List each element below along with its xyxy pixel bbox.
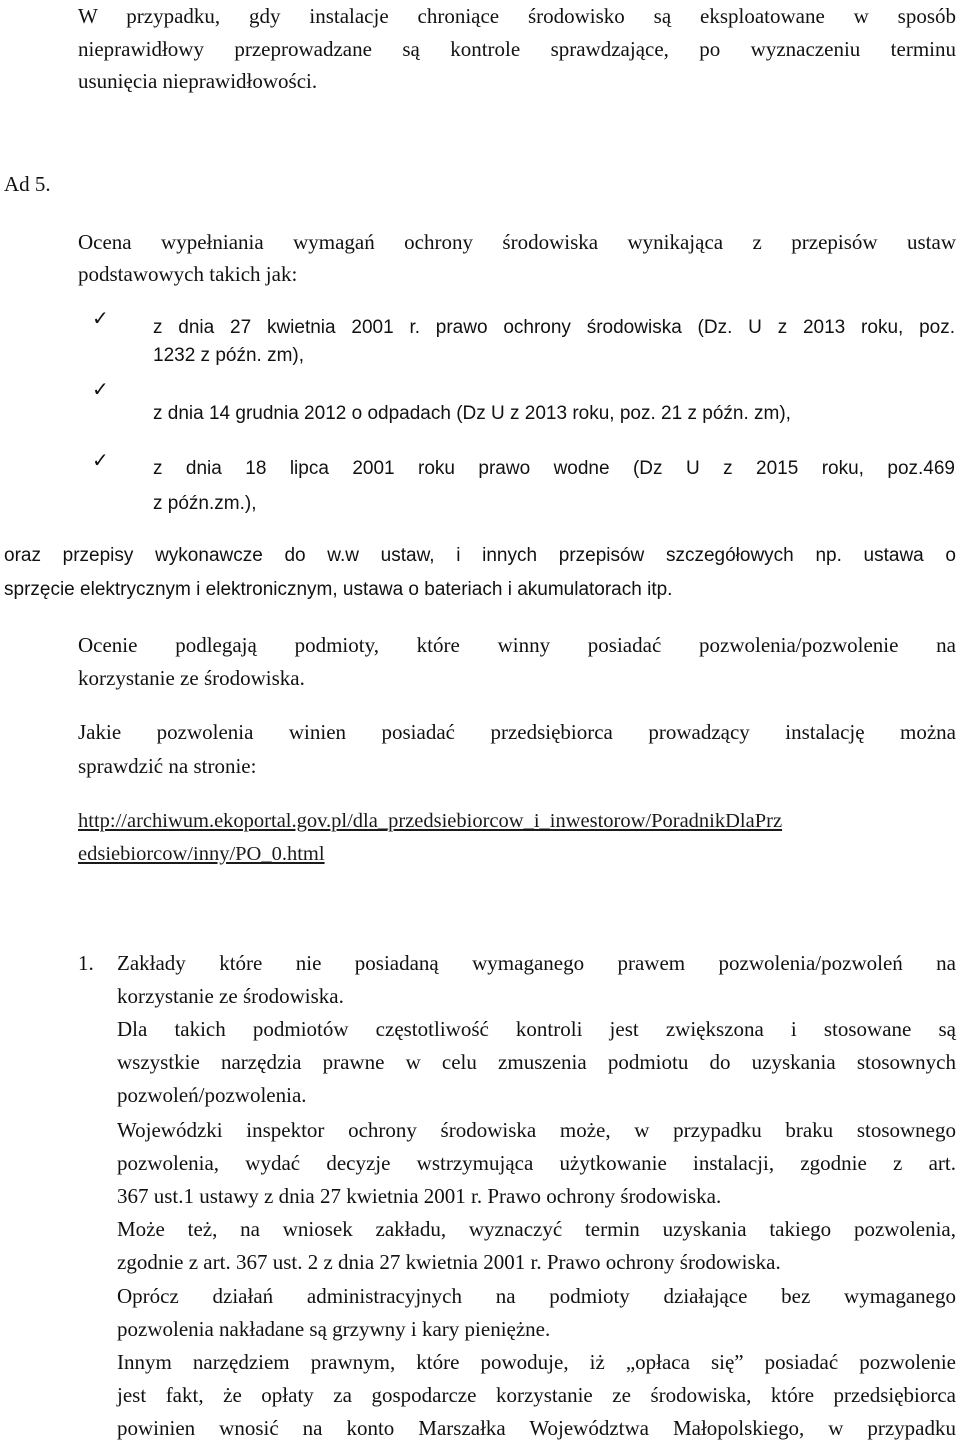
checkmark-icon: ✓ (92, 306, 109, 330)
text-line: pozwolenia nakładane są grzywny i kary pieniężne. (117, 1317, 551, 1341)
list-item-text: z dnia 14 grudnia 2012 o odpadach (Dz U z 2013 roku, poz. 21 z późn. zm), (153, 403, 791, 424)
link-line[interactable] (78, 838, 956, 870)
text-line: korzystanie ze środowiska. (117, 984, 344, 1008)
checkmark-icon: ✓ (92, 377, 109, 401)
link-text[interactable]: http://archiwum.ekoportal.gov.pl/dla_przedsiebiorcow_i_inwestorow/PoradnikDlaPrz (78, 810, 783, 832)
text-line: usunięcia nieprawidłowości. (78, 69, 318, 93)
list-item-text: z dnia 18 lipca 2001 roku prawo wodne (Dz U z 2015 roku, poz.469 (153, 458, 955, 479)
text-line: Ocena wypełniania wymagań ochrony środowiska wynikająca z przepisów ustaw (78, 230, 956, 254)
text-line: sprzęcie elektrycznym i elektronicznym, ustawa o bateriach i akumulatorach itp. (4, 579, 673, 600)
section-heading: Ad 5. (4, 172, 51, 196)
text-line: Oprócz działań administracyjnych na podmioty działające bez wymaganego (117, 1284, 956, 1308)
text-line: jest fakt, że opłaty za gospodarcze korzystanie ze środowiska, które przedsiębiorca (117, 1383, 956, 1407)
text-line: zgodnie z art. 367 ust. 2 z dnia 27 kwietnia 2001 r. Prawo ochrony środowiska. (117, 1250, 781, 1274)
text-line: korzystanie ze środowiska. (78, 666, 305, 690)
text-line: Ocenie podlegają podmioty, które winny posiadać pozwolenia/pozwolenie na (78, 633, 956, 657)
list-item-text: 1232 z późn. zm), (153, 345, 305, 366)
list-item-text: z dnia 27 kwietnia 2001 r. prawo ochrony środowiska (Dz. U z 2013 roku, poz. (153, 317, 955, 338)
text-line: podstawowych takich jak: (78, 262, 298, 286)
text-line: powinien wnosić na konto Marszałka Województwa Małopolskiego, w przypadku (117, 1416, 956, 1440)
text-line: Innym narzędziem prawnym, które powoduje, iż „opłaca się” posiadać pozwolenie (117, 1350, 956, 1374)
text-line: Dla takich podmiotów częstotliwość kontroli jest zwiększona i stosowane są (117, 1017, 956, 1041)
list-item-text: z późn.zm.), (153, 493, 257, 514)
text-line: sprawdzić na stronie: (78, 754, 257, 778)
checkmark-icon: ✓ (92, 448, 109, 472)
text-line: Jakie pozwolenia winien posiadać przedsiębiorca prowadzący instalację można (78, 720, 956, 744)
text-line: oraz przepisy wykonawcze do w.w ustaw, i innych przepisów szczegółowych np. ustawa o (4, 545, 956, 566)
text-line: nieprawidłowy przeprowadzane są kontrole sprawdzające, po wyznaczeniu terminu (78, 37, 956, 61)
link-text[interactable]: edsiebiorcow/inny/PO_0.html (78, 843, 325, 865)
text-line: Wojewódzki inspektor ochrony środowiska może, w przypadku braku stosownego (117, 1118, 956, 1142)
text-line: Zakłady które nie posiadaną wymaganego prawem pozwolenia/pozwoleń na (117, 951, 956, 975)
text-line: wszystkie narzędzia prawne w celu zmuszenia podmiotu do uzyskania stosownych (117, 1050, 956, 1074)
text-line: Może też, na wniosek zakładu, wyznaczyć termin uzyskania takiego pozwolenia, (117, 1217, 956, 1241)
text-line: 367 ust.1 ustawy z dnia 27 kwietnia 2001 r. Prawo ochrony środowiska. (117, 1184, 722, 1208)
list-number: 1. (78, 951, 94, 975)
text-line: pozwolenia, wydać decyzje wstrzymująca użytkowanie instalacji, zgodnie z art. (117, 1151, 956, 1175)
text-line: W przypadku, gdy instalacje chroniące środowisko są eksploatowane w sposób (78, 4, 956, 28)
text-line: pozwoleń/pozwolenia. (117, 1083, 307, 1107)
link-line[interactable] (78, 805, 956, 837)
